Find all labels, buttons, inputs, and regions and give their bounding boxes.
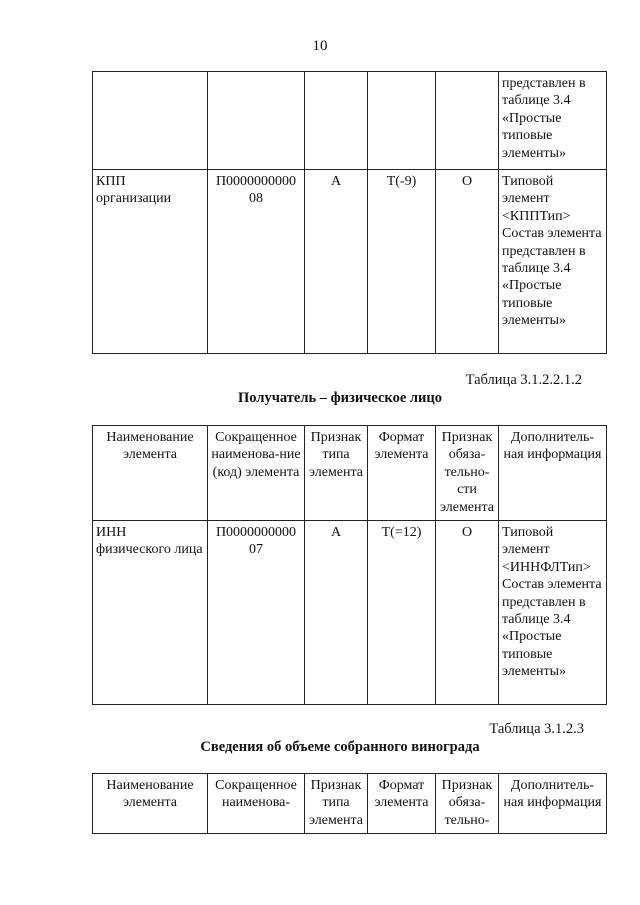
cell-type: А	[305, 170, 368, 354]
header-name: Наименование элемента	[93, 774, 208, 834]
table-caption: Таблица 3.1.2.3	[489, 721, 584, 737]
header-required: Признак обяза-тельно-сти элемента	[436, 426, 499, 521]
table-title: Сведения об объеме собранного винограда	[200, 739, 480, 755]
grape-volume-table	[92, 773, 607, 834]
table-header-row	[93, 774, 607, 834]
cell-code	[208, 72, 305, 170]
recipient-individual-table	[92, 425, 607, 705]
header-required: Признак обяза-тельно-	[436, 774, 499, 834]
header-info: Дополнитель-ная информация	[499, 774, 607, 834]
table-header-row	[93, 426, 607, 521]
header-format: Формат элемента	[368, 426, 436, 521]
page-number: 10	[312, 38, 328, 54]
table-caption: Таблица 3.1.2.2.1.2	[465, 372, 582, 388]
header-type: Признак типа элемента	[305, 426, 368, 521]
cell-required: О	[436, 521, 499, 705]
cell-format	[368, 72, 436, 170]
cell-info: Типовой элемент <КППТип> Состав элемента представлен в таблице 3.4 «Простые типовые элементы»	[499, 170, 607, 354]
header-code: Сокращенное наименова-ние (код) элемента	[208, 426, 305, 521]
header-type: Признак типа элемента	[305, 774, 368, 834]
cell-name: КПП организации	[93, 170, 208, 354]
table-title: Получатель – физическое лицо	[238, 390, 442, 406]
cell-name: ИНН физического лица	[93, 521, 208, 705]
table-row	[93, 521, 607, 705]
cell-type: А	[305, 521, 368, 705]
cell-type	[305, 72, 368, 170]
cell-code: П0000000000 08	[208, 170, 305, 354]
table-row	[93, 72, 607, 170]
cell-required: О	[436, 170, 499, 354]
continuation-table	[92, 71, 607, 354]
cell-code: П0000000000 07	[208, 521, 305, 705]
table-row	[93, 170, 607, 354]
cell-info: Типовой элемент <ИННФЛТип> Состав элемента представлен в таблице 3.4 «Простые типовые элементы»	[499, 521, 607, 705]
header-code: Сокращенное наименова-	[208, 774, 305, 834]
header-info: Дополнитель-ная информация	[499, 426, 607, 521]
cell-format: Т(=12)	[368, 521, 436, 705]
cell-format: Т(-9)	[368, 170, 436, 354]
cell-info: представлен в таблице 3.4 «Простые типовые элементы»	[499, 72, 607, 170]
cell-required	[436, 72, 499, 170]
cell-name	[93, 72, 208, 170]
header-format: Формат элемента	[368, 774, 436, 834]
header-name: Наименование элемента	[93, 426, 208, 521]
